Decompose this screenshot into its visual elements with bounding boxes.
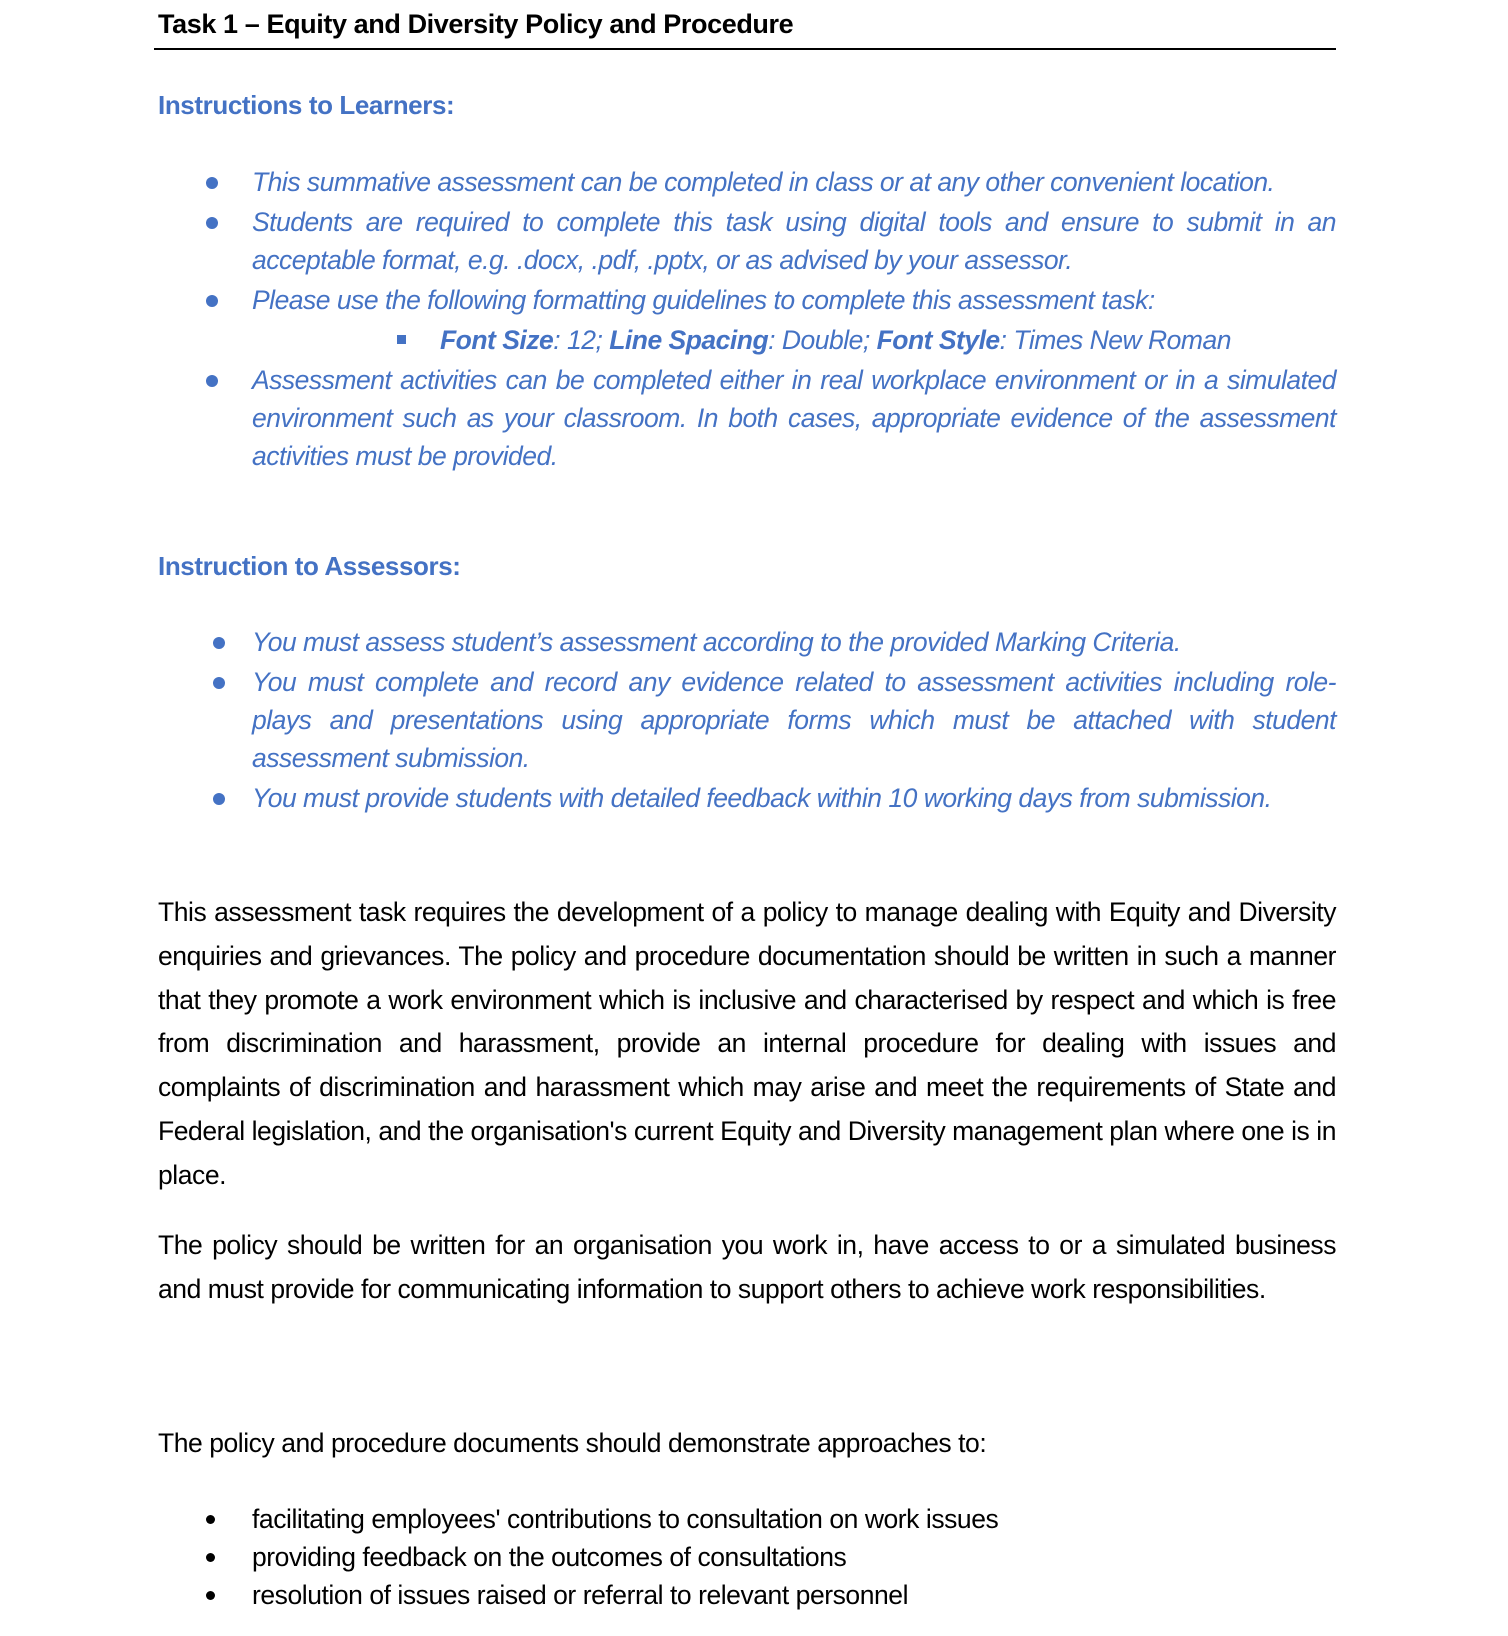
font-style-value: : Times New Roman [999,325,1231,355]
line-spacing-label: Line Spacing [609,325,769,355]
approaches-list [158,1500,1336,1614]
list-item-text: You must complete and record any evidence related to assessment activities including role-plays and presentations using appropriate forms which must be attached with student assessment submission. [252,667,1336,773]
list-item [158,281,1336,319]
bullet-icon [206,1515,215,1524]
bullet-icon [213,637,225,649]
learners-heading: Instructions to Learners: [158,90,455,120]
list-item [158,779,1336,817]
bullet-icon [206,295,218,307]
list-item [158,203,1336,279]
list-item-text: Please use the following formatting guidelines to complete this assessment task: [252,285,1155,315]
list-item-text: Students are required to complete this task using digital tools and ensure to submit in an acceptable format, e.g. .docx, .pdf, .pptx, or as advised by your assessor. [252,207,1336,275]
bullet-icon [206,177,218,189]
list-item [158,163,1336,201]
list-item [158,663,1336,777]
list-item-text: providing feedback on the outcomes of consultations [252,1542,847,1572]
bullet-icon [213,793,225,805]
list-item-text: This summative assessment can be completed in class or at any other convenient location. [252,167,1275,197]
list-item-text: You must assess student’s assessment according to the provided Marking Criteria. [252,627,1181,657]
list-item [158,361,1336,475]
list-item [158,623,1336,661]
bullet-icon [213,677,225,689]
task-title: Task 1 – Equity and Diversity Policy and Procedure [154,6,1336,50]
bullet-icon [206,217,218,229]
font-size-value: : 12; [553,325,610,355]
list-item-text: resolution of issues raised or referral to relevant personnel [252,1580,909,1610]
list-item-text: Assessment activities can be completed either in real workplace environment or in a simulated environment such as your classroom. In both cases, appropriate evidence of the assessment activities must be provided. [252,365,1336,471]
document-page [158,0,1336,1610]
font-size-label: Font Size [440,325,554,355]
line-spacing-value: : Double; [768,325,877,355]
assessors-instructions-list [158,623,1336,819]
formatting-guidelines-item [158,321,1336,359]
font-style-label: Font Style [876,325,1000,355]
bullet-icon [206,375,218,387]
list-item [158,1538,1336,1576]
task-description-paragraph: This assessment task requires the development of a policy to manage dealing with Equity and Diversity enquiries and grievances. The policy and procedure documentation should be written in such a manner that they promote a work environment which is inclusive and characterised by respect and which is free from discrimination and harassment, provide an internal procedure for dealing with issues and complaints of discrimination and harassment which may arise and meet the requirements of State and Federal legislation, and the organisation's current Equity and Diversity management plan where one is in place. [158,897,1336,1190]
square-bullet-icon [397,335,406,344]
bullet-icon [206,1591,215,1600]
assessors-heading: Instruction to Assessors: [158,551,461,581]
policy-scope-paragraph: The policy should be written for an organisation you work in, have access to or a simulated business and must provide for communicating information to support others to achieve work responsibilities. [158,1230,1336,1304]
learners-instructions-list [158,163,1336,477]
list-item [158,1576,1336,1614]
approaches-intro-paragraph: The policy and procedure documents should demonstrate approaches to: [158,1428,987,1458]
list-item-text: facilitating employees' contributions to consultation on work issues [252,1504,999,1534]
list-item [158,1500,1336,1538]
bullet-icon [206,1553,215,1562]
list-item-text: You must provide students with detailed feedback within 10 working days from submission. [252,783,1272,813]
